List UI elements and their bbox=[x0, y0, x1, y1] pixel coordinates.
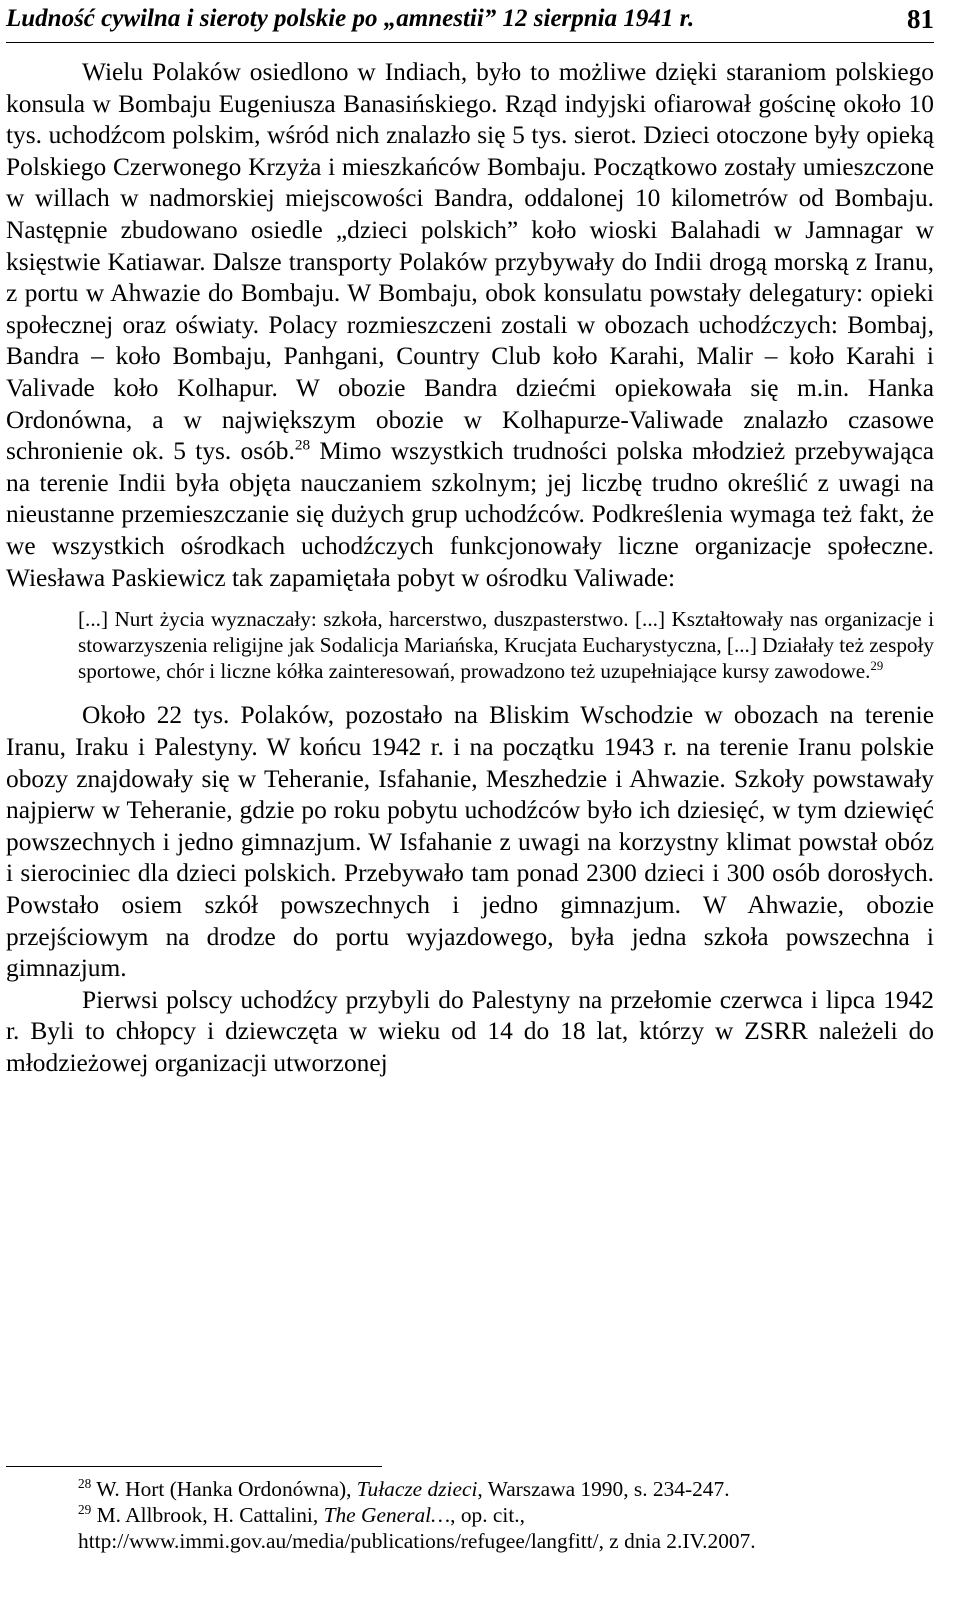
body-text bbox=[6, 57, 934, 1080]
paragraph-middle-east: Około 22 tys. Polaków, pozostało na Bliskim Wschodzie w obozach na terenie Iranu, Iraku i Palestyny. W końcu 1942 r. i na początku 1943 r. na terenie Iranu polskie obozy znajdowały się w Teheranie, Isfahanie, Meszhedzie i Ahwazie. Szkoły powstawały najpierw w Teheranie, gdzie po roku pobytu uchodźców było ich dziesięć, w tym dziewięć powszechnych i jedno gimnazjum. W Isfahanie z uwagi na korzystny klimat powstał obóz i sierociniec dla dzieci polskich. Przebywało tam ponad 2300 dzieci i 300 osób dorosłych. Powstało osiem szkół powszechnych i jedno gimnazjum. W Ahwazie, obozie przejściowym na drodze do portu wyjazdowego, była jedna szkoła powszechna i gimnazjum. bbox=[6, 701, 934, 983]
footnote-text: M. Allbrook, H. Cattalini, bbox=[91, 1503, 324, 1527]
running-header-title: Ludność cywilna i sieroty polskie po „amnestii” 12 sierpnia 1941 r. bbox=[6, 5, 695, 32]
footnote-number: 28 bbox=[78, 1475, 92, 1491]
footnote-work-title: The General… bbox=[323, 1503, 451, 1527]
footnote-text: , Warszawa 1990, s. 234-247. bbox=[477, 1477, 730, 1501]
paragraph-palestine: Pierwsi polscy uchodźcy przybyli do Palestyny na przełomie czerwca i lipca 1942 r. Byli to chłopcy i dziewczęta w wieku od 14 do 18 lat, którzy w ZSRR należeli do młodzieżowej organizacji utworzonej bbox=[6, 985, 934, 1078]
block-quote-text: [...] Nurt życia wyznaczały: szkoła, harcerstwo, duszpasterstwo. [...] Kształtowały nas organizacje i stowarzyszenia religijne jak Sodalicja Mariańska, Krucjata Eucharystyczna, [...] Działały też zespoły sportowe, chór i liczne kółka zainteresowań, prowadzono też uzupełniające kursy zawodowe. bbox=[78, 607, 934, 683]
paragraph-india-text-b: Mimo wszystkich trudności polska młodzież przebywająca na terenie Indii była objęta nauczaniem szkolnym; jej liczbę trudno określić z uwagi na nieustanne przemieszczanie się dużych grup uchodźców. Podkreślenia wymaga też fakt, że we wszystkich ośrodkach uchodźczych funkcjonowały liczne organizacje społeczne. Wiesława Paskiewicz tak zapamiętała pobyt w ośrodku Valiwade: bbox=[6, 437, 934, 592]
paragraph-india-text-a: Wielu Polaków osiedlono w Indiach, było to możliwe dzięki staraniom polskiego konsula w Bombaju Eugeniusza Banasińskiego. Rząd indyjski ofiarował gościnę około 10 tys. uchodźcom polskim, wśród nich znalazło się 5 tys. sierot. Dzieci otoczone były opieką Polskiego Czerwonego Krzyża i mieszkańców Bombaju. Początkowo zostały umieszczone w willach w nadmorskiej miejscowości Bandra, oddalonej 10 kilometrów od Bombaju. Następnie zbudowano osiedle „dzieci polskich” koło wioski Balahadi w Jamnagar w księstwie Katiawar. Dalsze transporty Polaków przybywały do Indii drogą morską z Iranu, z portu w Ahwazie do Bombaju. W Bombaju, obok konsulatu powstały delegatury: opieki społecznej oraz oświaty. Polacy rozmieszczeni zostali w obozach uchodźczych: Bombaj, Bandra – koło Bombaju, Panhgani, Country Club koło Karahi, Malir – koło Karahi i Valivade koło Kolhapur. W obozie Bandra dziećmi opiekowała się m.in. Hanka Ordonówna, a w największym obozie w Kolhapurze-Valiwade znalazło czasowe schronienie ok. 5 tys. osób. bbox=[6, 58, 934, 466]
footnote-separator bbox=[6, 1466, 382, 1467]
footnote-text: W. Hort (Hanka Ordonówna), bbox=[91, 1477, 357, 1501]
block-quote-paskiewicz bbox=[78, 607, 934, 684]
footnote-ref-28[interactable]: 28 bbox=[294, 436, 311, 454]
footnotes bbox=[6, 1476, 934, 1554]
page-number: 81 bbox=[907, 4, 934, 34]
footnote-text: , op. cit., http://www.immi.gov.au/media/publications/refugee/langfitt/, z dnia 2.IV.2007. bbox=[78, 1503, 756, 1553]
footnote-28 bbox=[78, 1476, 934, 1502]
footnote-29 bbox=[78, 1502, 934, 1554]
footnote-ref-29[interactable]: 29 bbox=[870, 658, 884, 673]
footnote-number: 29 bbox=[78, 1501, 92, 1517]
footnote-book-title: Tułacze dzieci bbox=[356, 1477, 478, 1501]
paragraph-india bbox=[6, 57, 934, 594]
running-header bbox=[6, 0, 934, 43]
book-page bbox=[6, 0, 934, 1610]
